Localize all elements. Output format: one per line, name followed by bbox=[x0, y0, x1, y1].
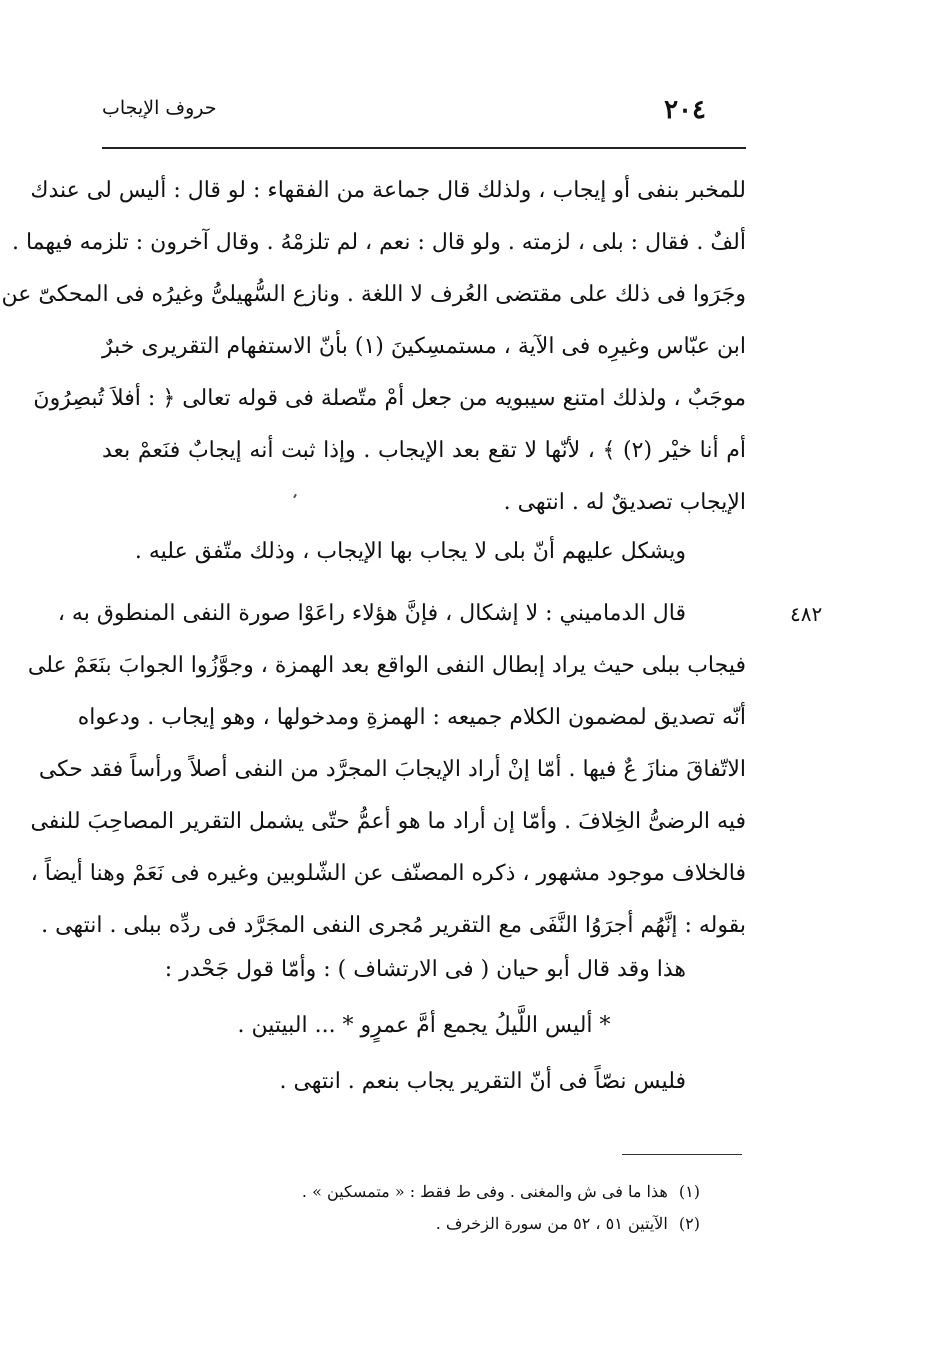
paragraph-4 bbox=[102, 944, 746, 1108]
running-title: حروف الإيجاب bbox=[102, 97, 217, 119]
text-line: الإيجاب تصديقٌ له . انتهى . bbox=[503, 490, 746, 515]
footnote-mark: (٢) bbox=[678, 1214, 700, 1233]
footnote-mark: (١) bbox=[678, 1182, 700, 1201]
text-line: قال الدماميني : لا إشكال ، فإنَّ هؤلاء راعَوْا صورة النفى المنطوق به ، bbox=[57, 601, 686, 626]
text-line: موجَبٌ ، ولذلك امتنع سيبويه من جعل أمْ متّصلة فى قوله تعالى ﴿ : أفلاَ تُبصِرُونَ bbox=[33, 386, 746, 411]
paragraph-3 bbox=[27, 588, 746, 952]
footnote bbox=[300, 1176, 700, 1208]
text-line: للمخبر بنفى أو إيجاب ، ولذلك قال جماعة من الفقهاء : لو قال : أليس لى عندك bbox=[30, 178, 746, 203]
text-line: فيجاب ببلى حيث يراد إبطال النفى الواقع بعد الهمزة ، وجوَّزُوا الجوابَ بنَعَمْ على bbox=[27, 653, 746, 678]
footnote-rule bbox=[622, 1154, 742, 1155]
footnote-text: هذا ما فى ش والمغنى . وفى ط فقط : « متمسكين » . bbox=[301, 1182, 668, 1201]
footnote-text: الآيتين ٥١ ، ٥٢ من سورة الزخرف . bbox=[435, 1214, 668, 1233]
text-line: أم أنا خيْر (٢) ﴾ ، لأنّها لا تقع بعد الإيجاب . وإذا ثبت أنه إيجابٌ فنَعمْ بعد bbox=[102, 438, 746, 463]
footnote bbox=[300, 1208, 700, 1240]
header-rule bbox=[102, 147, 746, 149]
text-line: ألفٌ . فقال : بلى ، لزمته . ولو قال : نعم ، لم تلزمْهُ . وقال آخرون : تلزمه فيهما . bbox=[11, 230, 746, 255]
text-line: فالخلاف موجود مشهور ، ذكره المصنّف عن الشّلوبين وغيره فى نَعَمْ وهنا أيضاً ، bbox=[30, 861, 746, 886]
footnotes bbox=[300, 1176, 700, 1240]
text-line: هذا وقد قال أبو حيان ( فى الارتشاف ) : وأمّا قول جَحْدر : bbox=[164, 957, 686, 982]
text-line: بقوله : إنَّهُم أجرَوُا النَّفَى مع التقرير مُجرى النفى المجَرَّد فى ردِّه ببلى . انتهى . bbox=[41, 913, 746, 938]
page-header bbox=[102, 95, 746, 135]
text-line: فيه الرضىُّ الخِلافَ . وأمّا إن أراد ما هو أعمُّ حتّى يشمل التقرير المصاحِبَ للنفى bbox=[30, 809, 746, 834]
text-line: فليس نصّاً فى أنّ التقرير يجاب بنعم . انتهى . bbox=[279, 1069, 686, 1094]
text-line: ابن عبّاس وغيرِه فى الآية ، مستمسِكينَ (١) بأنّ الاستفهام التقريرى خبرٌ bbox=[101, 334, 746, 359]
text-line: الاتّفاقَ منازَ عٌ فيها . أمّا إنْ أراد الإيجابَ المجرَّد من النفى أصلاً ورأساً فقد حكى bbox=[38, 757, 746, 782]
paragraph-2 bbox=[102, 526, 746, 578]
verse-line: * أليس اللَّيلُ يجمع أمَّ عمرٍو * ... البيتين . bbox=[237, 1013, 611, 1038]
text-line: ويشكل عليهم أنّ بلى لا يجاب بها الإيجاب ، وذلك متّفق عليه . bbox=[134, 539, 686, 564]
paragraph-1 bbox=[1, 165, 746, 529]
text-line: وجَرَوا فى ذلك على مقتضى العُرف لا اللغة . ونازع السُّهيلىُّ وغيرُه فى المحكىّ عن bbox=[1, 282, 746, 307]
margin-page-number: ٤٨٢ bbox=[790, 602, 823, 626]
text-line: أنّه تصديق لمضمون الكلام جميعه : الهمزةِ ومدخولها ، وهو إيجاب . ودعواه bbox=[77, 705, 746, 730]
page-number: ٢٠٤ bbox=[664, 95, 706, 125]
